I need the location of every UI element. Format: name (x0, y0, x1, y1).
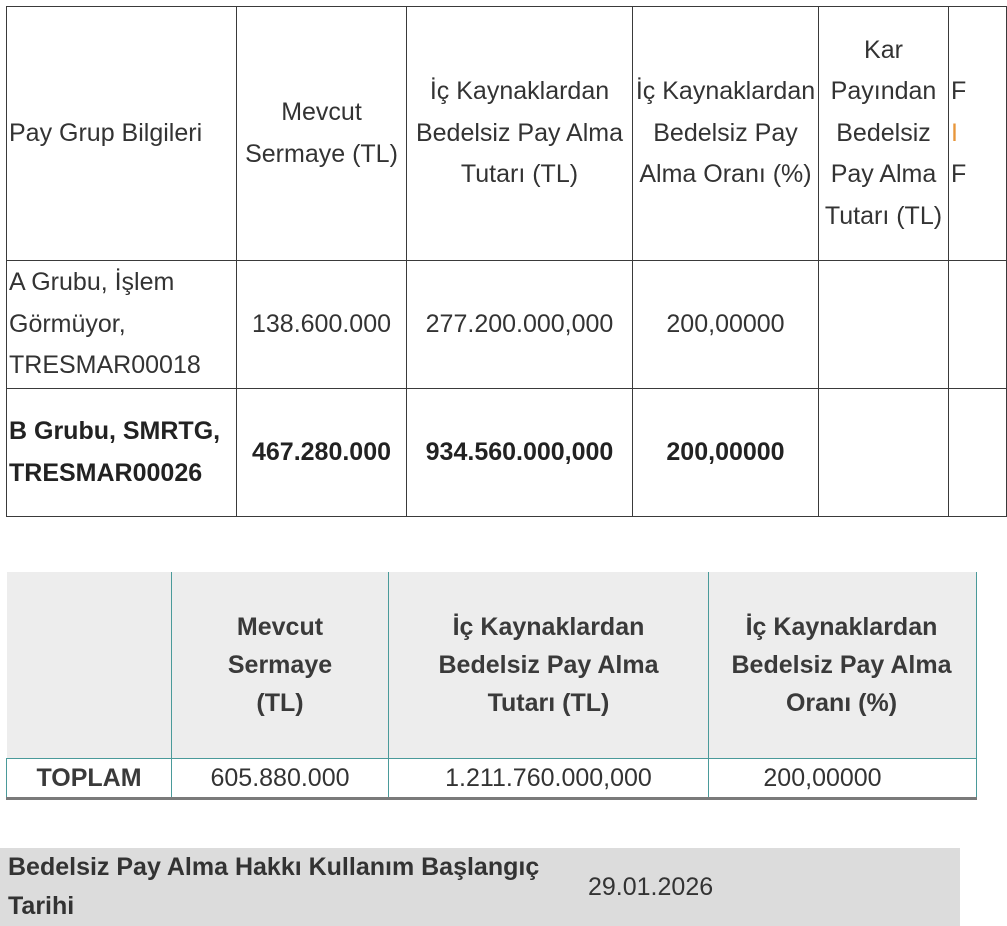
row-cut-off-cell (949, 389, 1007, 517)
total-internal-bonus-rate: 200,00000 (709, 759, 977, 799)
row-current-capital: 138.600.000 (237, 261, 407, 389)
row-dividend-bonus-amount (819, 389, 949, 517)
start-date-value: 29.01.2026 (588, 872, 714, 901)
header-internal-bonus-rate: İç Kaynaklardan Bedelsiz Pay Alma Oranı (%) (633, 7, 819, 261)
header-internal-bonus-amount: İç Kaynaklardan Bedelsiz Pay Alma Tutarı (TL) (407, 7, 633, 261)
table-header-row (7, 7, 1007, 261)
row-current-capital: 467.280.000 (237, 389, 407, 517)
table-row (7, 389, 1007, 517)
row-internal-bonus-amount: 277.200.000,000 (407, 261, 633, 389)
total-label: TOPLAM (7, 759, 172, 799)
table-row (7, 261, 1007, 389)
header-group-info: Pay Grup Bilgileri (7, 7, 237, 261)
row-cut-off-cell (949, 261, 1007, 389)
row-internal-bonus-amount: 934.560.000,000 (407, 389, 633, 517)
header-cut-off-column: F I F (949, 7, 1007, 261)
header-empty (7, 572, 172, 759)
total-internal-bonus-amount: 1.211.760.000,000 (389, 759, 709, 799)
row-internal-bonus-rate: 200,00000 (633, 389, 819, 517)
totals-header-row (7, 572, 977, 759)
header-internal-bonus-amount: İç Kaynaklardan Bedelsiz Pay Alma Tutarı (TL) (389, 572, 709, 759)
bonus-right-start-date-row (0, 848, 960, 926)
header-dividend-bonus-amount: Kar Payından Bedelsiz Pay Alma Tutarı (TL) (819, 7, 949, 261)
header-internal-bonus-rate: İç Kaynaklardan Bedelsiz Pay Alma Oranı (%) (709, 572, 977, 759)
totals-table (6, 572, 977, 800)
header-current-capital: Mevcut Sermaye (TL) (172, 572, 389, 759)
header-current-capital: Mevcut Sermaye (TL) (237, 7, 407, 261)
row-group-label: B Grubu, SMRTG, TRESMAR00026 (7, 389, 237, 517)
pay-group-table (6, 6, 1007, 517)
row-internal-bonus-rate: 200,00000 (633, 261, 819, 389)
row-group-label: A Grubu, İşlem Görmüyor, TRESMAR00018 (7, 261, 237, 389)
totals-row (7, 759, 977, 799)
total-current-capital: 605.880.000 (172, 759, 389, 799)
start-date-label: Bedelsiz Pay Alma Hakkı Kullanım Başlangıç Tarihi (8, 853, 540, 920)
row-dividend-bonus-amount (819, 261, 949, 389)
